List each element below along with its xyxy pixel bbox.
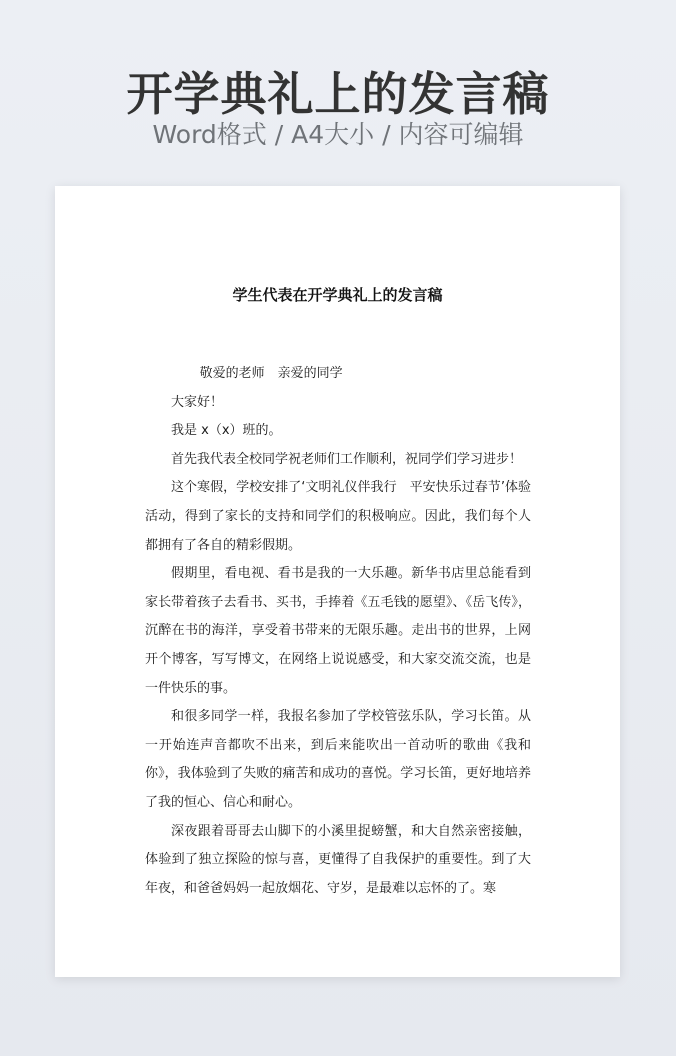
paragraph: 大家好！ <box>171 394 224 410</box>
paragraph: 和很多同学一样，我报名参加了学校管弦乐队，学习长笛。从一开始连声音都吹不出来，到后来能吹出一首动听的歌曲《我和你》，我体验到了失败的痛苦和成功的喜悦。学习长笛，更好地培养了我的恒心、信心和耐心。 <box>145 709 531 810</box>
document-body <box>145 360 531 904</box>
salutation: 敬爱的老师 亲爱的同学 <box>199 366 343 381</box>
banner-title: 开学典礼上的发言稿 <box>126 67 550 121</box>
paragraph: 首先我代表全校同学祝老师们工作顺利，祝同学们学习进步！ <box>171 451 523 467</box>
banner-subtitle: Word格式 / A4大小 / 内容可编辑 <box>152 120 524 149</box>
paragraph: 这个寒假，学校安排了‘文明礼仪伴我行 平安快乐过春节’体验活动，得到了家长的支持和同学们的积极响应。因此，我们每个人都拥有了各自的精彩假期。 <box>145 480 531 553</box>
paragraph: 我是 x（x）班的。 <box>171 423 282 439</box>
document-page <box>55 186 620 977</box>
document-title: 学生代表在开学典礼上的发言稿 <box>232 286 443 304</box>
paragraph: 假期里，看电视、看书是我的一大乐趣。新华书店里总能看到家长带着孩子去看书、买书，手捧着《五毛钱的愿望》、《岳飞传》，沉醉在书的海洋，享受着书带来的无限乐趣。走出书的世界，上网开个博客，写写博文，在网络上说说感受，和大家交流交流，也是一件快乐的事。 <box>145 566 531 696</box>
paragraph: 深夜跟着哥哥去山脚下的小溪里捉螃蟹，和大自然亲密接触，体验到了独立探险的惊与喜，更懂得了自我保护的重要性。到了大年夜，和爸爸妈妈一起放烟花、守岁，是最难以忘怀的了。寒 <box>145 823 531 896</box>
